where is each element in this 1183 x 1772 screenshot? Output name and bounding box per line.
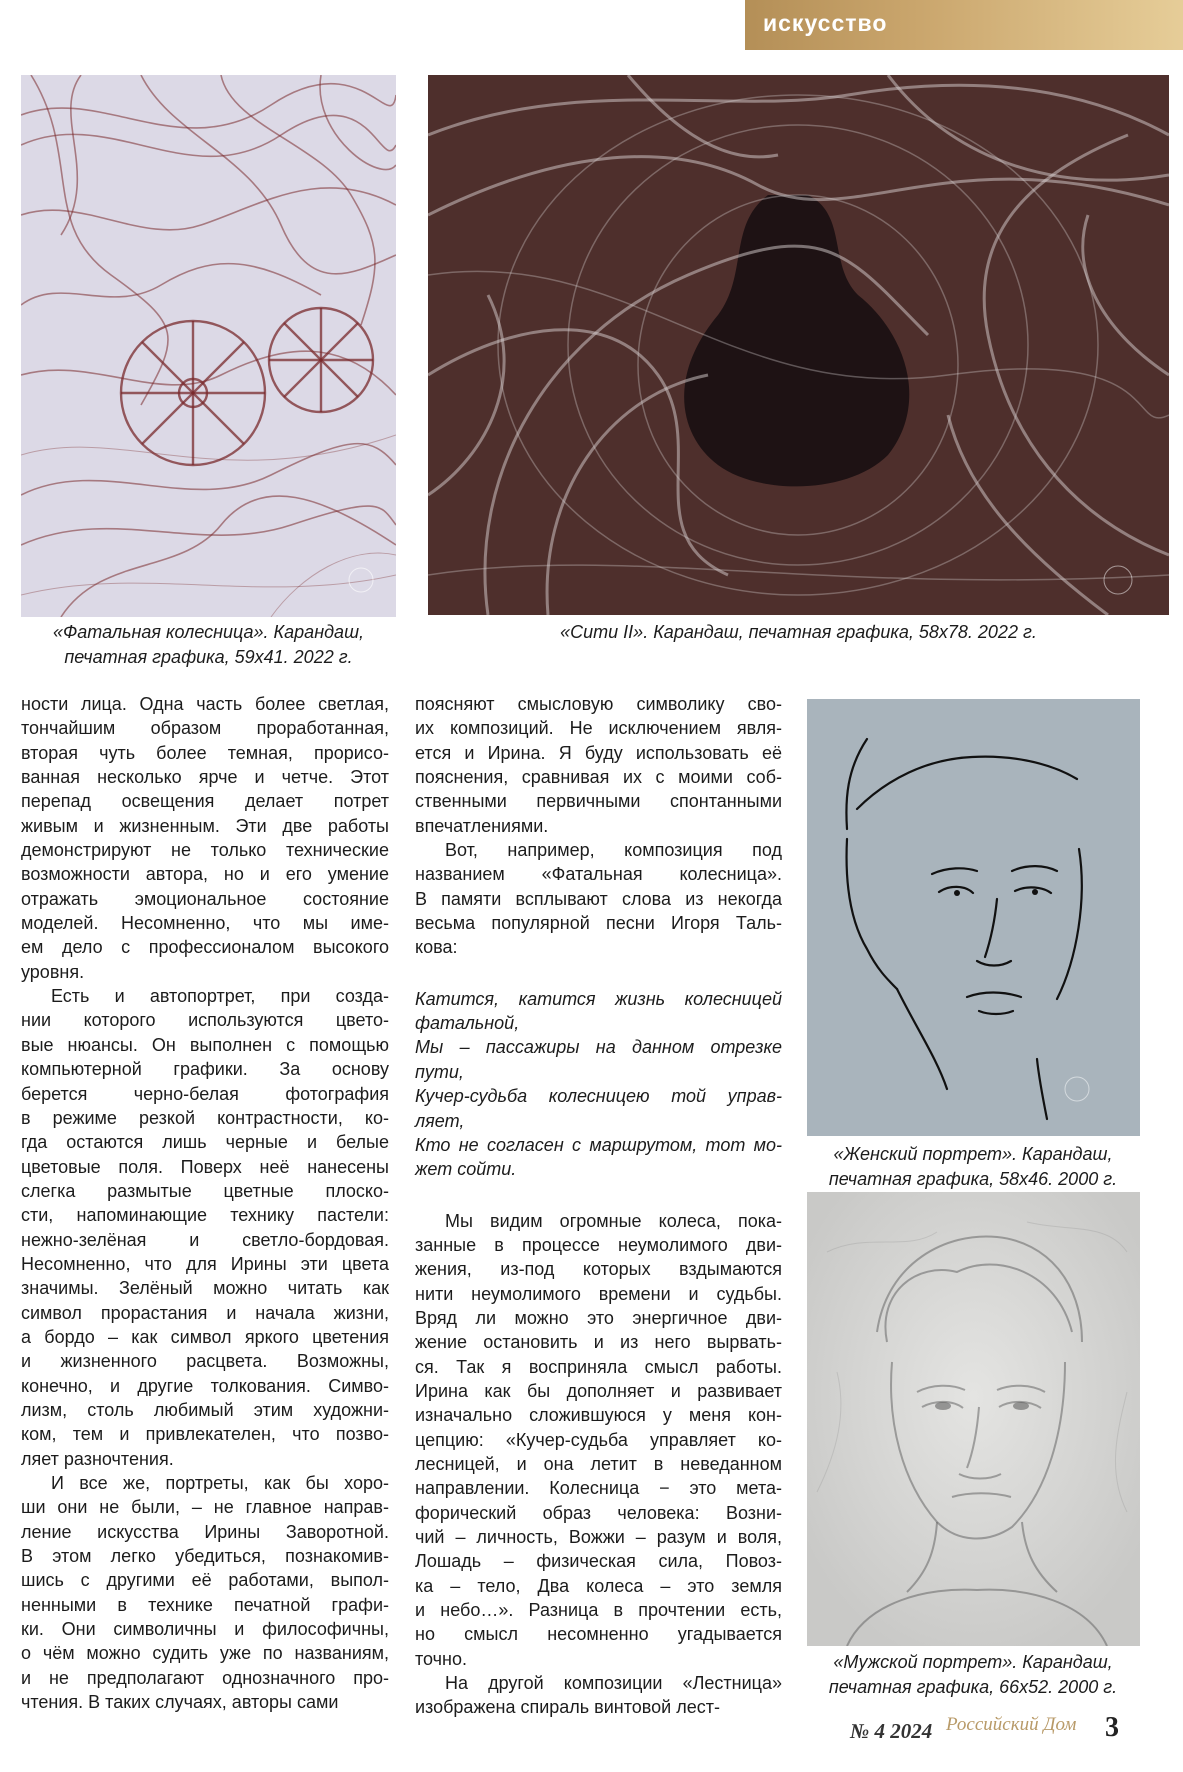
text-line: И все же, портреты, как бы хоро-	[51, 1473, 389, 1493]
text-line: ком, тем и привлекателен, что позво-	[21, 1424, 389, 1445]
text-line: ка – тело, Два колеса – это земля	[415, 1575, 782, 1596]
text-line: впечатлениями.	[415, 815, 549, 836]
text-line: изначально сложившуюся у меня кон-	[415, 1405, 782, 1426]
text-line: вые нюансы. Он выполнен с помощью	[21, 1034, 389, 1055]
paragraph-gap	[415, 960, 782, 987]
text-line: демонстрируют не только технические	[21, 840, 389, 861]
text-line: нии которого используются цвето-	[21, 1010, 389, 1031]
text-line: лизм, столь любимый этим художни-	[21, 1399, 389, 1420]
text-line: слегка размытые цветные плоско-	[21, 1180, 389, 1201]
caption-male-portrait: «Мужской портрет». Карандаш, печатная графика, 66х52. 2000 г.	[828, 1652, 1118, 1697]
text-line: Мы видим огромные колеса, пока-	[445, 1210, 782, 1231]
text-line: Есть и автопортрет, при созда-	[51, 986, 389, 1007]
text-line: Ирина как бы дополняет и развивает	[415, 1380, 782, 1401]
text-line: значимы. Зелёный можно читать как	[21, 1278, 389, 1299]
text-line: пути,	[415, 1061, 464, 1082]
text-line: ляет,	[415, 1110, 465, 1131]
text-line: занные в процессе неумолимого дви-	[415, 1234, 782, 1255]
caption-city-ii: «Сити II». Карандаш, печатная графика, 58х78. 2022 г.	[560, 622, 1037, 642]
text-line: направлении. Колесница − это мета-	[415, 1478, 782, 1499]
text-line: их композиций. Не исключением явля-	[415, 718, 782, 739]
text-line: жет сойти.	[415, 1159, 517, 1180]
text-line: Кто не согласен с маршрутом, тот мо-	[415, 1134, 782, 1155]
text-line: В памяти всплывают слова из некогда	[415, 888, 782, 909]
female-portrait-drawing	[807, 699, 1140, 1136]
text-line: чий – личность, Вожжи – разум и воля,	[415, 1527, 782, 1547]
text-line: жения, из-под которых вздымаются	[415, 1259, 782, 1280]
text-line: шись с другими её работами, выпол-	[21, 1570, 389, 1591]
artwork-fatal-chariot	[21, 75, 396, 617]
text-line: ляет разночтения.	[21, 1448, 174, 1469]
text-line: живым и жизненным. Эти две работы	[21, 815, 389, 836]
male-portrait-drawing	[807, 1192, 1140, 1646]
text-line: а бордо – как символ яркого цветения	[21, 1326, 389, 1347]
artwork-city-ii	[428, 75, 1169, 615]
text-line: уровня.	[21, 961, 85, 982]
text-line: Кучер-судьба колесницею той управ-	[415, 1086, 782, 1107]
text-line: компьютерной графики. За основу	[21, 1059, 389, 1080]
artwork-male-portrait	[807, 1192, 1140, 1646]
text-line: Вряд ли можно это энергичное дви-	[415, 1307, 782, 1328]
text-line: нити неумолимого времени и судьбы.	[415, 1283, 782, 1304]
text-line: названием «Фатальная колесница».	[415, 864, 782, 885]
fatal-chariot-drawing	[21, 75, 396, 617]
text-line: Катится, катится жизнь колесницей	[415, 988, 782, 1009]
text-line: сти, напоминающие технику пастели:	[21, 1205, 389, 1226]
article-column-1	[21, 692, 389, 1714]
text-line: чтения. В таких случаях, авторы сами	[21, 1692, 339, 1713]
text-line: ки. Они символичны и философичны,	[21, 1619, 389, 1640]
text-line: жение остановить и из него вырвать-	[415, 1332, 782, 1353]
text-line: весьма популярной песни Игоря Таль-	[415, 913, 782, 934]
caption-female-portrait: «Женский портрет». Карандаш, печатная графика, 58х46. 2000 г.	[828, 1144, 1118, 1189]
issue-number: № 4 2024	[850, 1719, 933, 1743]
text-line: ление искусства Ирины Заворотной.	[21, 1521, 389, 1542]
text-line: перепад освещения делает потрет	[21, 791, 389, 812]
text-line: фатальной,	[415, 1013, 520, 1034]
text-line: моделей. Несомненно, что мы име-	[21, 913, 389, 934]
text-line: Мы – пассажиры на данном отрезке	[415, 1037, 782, 1058]
text-line: Лошадь – физическая сила, Повоз-	[415, 1551, 782, 1572]
caption-fatal-chariot: «Фатальная колесница». Карандаш, печатная графика, 59х41. 2022 г.	[52, 622, 365, 667]
text-line: конечно, и другие толкования. Симво-	[21, 1375, 389, 1396]
text-line: Несомненно, что для Ирины эти цвета	[21, 1253, 389, 1274]
text-line: в режиме резкой контрастности, ко-	[21, 1107, 389, 1128]
text-line: пояснения, сравнивая их с моими соб-	[415, 767, 782, 788]
text-line: цепцию: «Кучер-судьба управляет ко-	[415, 1429, 782, 1450]
text-line: ется и Ирина. Я буду использовать её	[415, 742, 782, 763]
city-ii-drawing	[428, 75, 1169, 615]
text-line: тончайшим образом проработанная,	[21, 718, 389, 739]
text-line: точно.	[415, 1648, 467, 1669]
magazine-logo-text: Российский Дом	[946, 1714, 1077, 1735]
article-column-2	[415, 692, 782, 1720]
text-line: форический образ человека: Возни-	[415, 1502, 782, 1523]
text-line: о чём можно судить уже по названиям,	[21, 1643, 389, 1664]
text-line: ся. Так я восприняла смысл работы.	[415, 1356, 782, 1377]
text-line: символ прорастания и начала жизни,	[21, 1302, 389, 1323]
magazine-logo	[946, 1714, 1106, 1752]
text-line: ванная несколько ярче и четче. Этот	[21, 767, 389, 788]
artwork-female-portrait	[807, 699, 1140, 1136]
text-line: ности лица. Одна часть более светлая,	[21, 694, 389, 714]
text-line: Вот, например, композиция под	[445, 840, 782, 861]
paragraph-gap	[415, 1182, 782, 1209]
text-line: гда остаются лишь черные и белые	[21, 1132, 389, 1153]
text-line: На другой композиции «Лестница»	[445, 1673, 782, 1694]
text-line: берется черно-белая фотография	[21, 1083, 389, 1104]
text-line: ем дело с профессионалом высокого	[21, 937, 389, 958]
text-line: лесницей, и она летит в неведанном	[415, 1453, 782, 1474]
text-line: ненными в технике печатной графи-	[21, 1594, 389, 1615]
text-line: нежно-зелёная и светло-бордовая.	[21, 1229, 389, 1250]
text-line: В этом легко убедиться, познакомив-	[21, 1546, 389, 1567]
text-line: возможности автора, но и его умение	[21, 864, 389, 885]
text-line: вторая чуть более темная, прорисо-	[21, 742, 389, 763]
text-line: изображена спираль винтовой лест-	[415, 1697, 720, 1718]
text-line: отражать эмоциональное состояние	[21, 888, 389, 909]
text-line: и жизненного расцвета. Возможны,	[21, 1351, 389, 1372]
text-line: и небо…». Разница в прочтении есть,	[415, 1600, 782, 1621]
section-label: искусство	[763, 10, 888, 36]
text-line: ши они не были, – не главное направ-	[21, 1497, 389, 1518]
text-line: но смысл несомненно угадывается	[415, 1624, 782, 1645]
text-line: цветовые поля. Поверх неё нанесены	[21, 1156, 389, 1177]
page-number: 3	[1105, 1712, 1119, 1743]
text-line: и не предполагают однозначного про-	[21, 1667, 389, 1688]
text-line: кова:	[415, 937, 458, 958]
text-line: ственными первичными спонтанными	[415, 791, 782, 812]
text-line: поясняют смысловую символику сво-	[415, 694, 782, 714]
section-tab	[745, 0, 1183, 50]
